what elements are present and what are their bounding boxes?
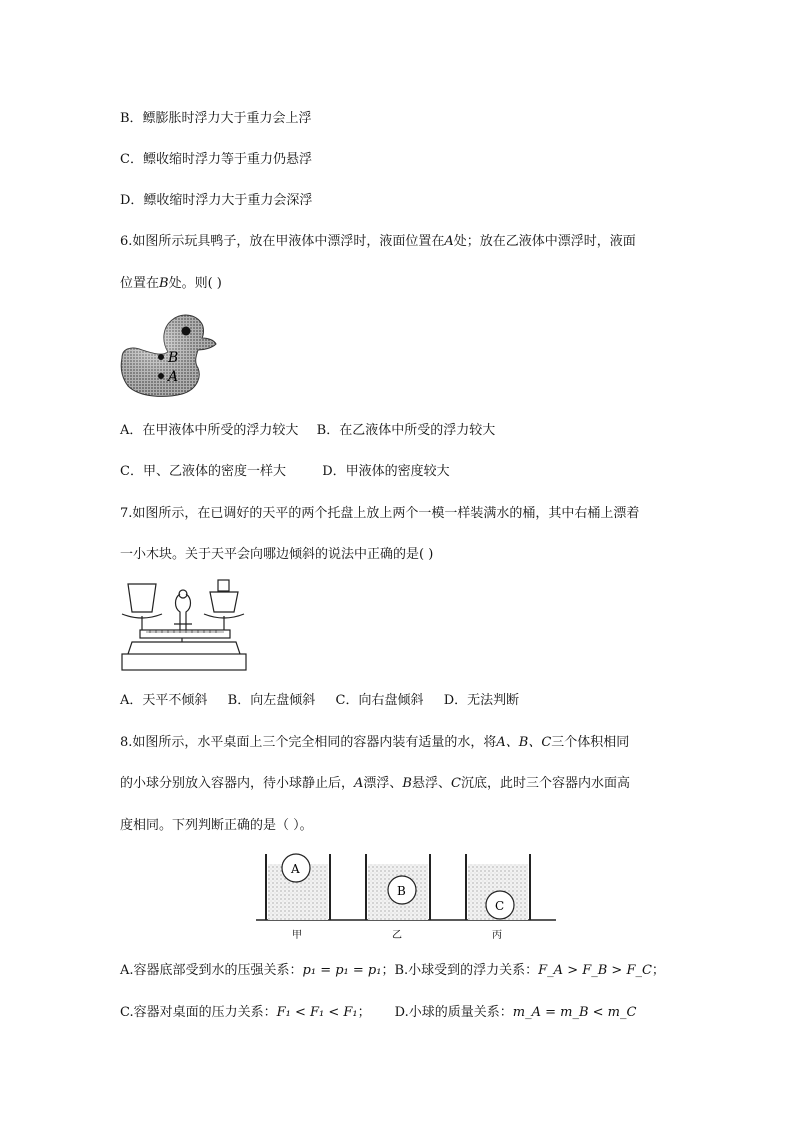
option-b-q5: B．鳔膨胀时浮力大于重力会上浮 <box>120 111 312 126</box>
toy-duck-figure <box>118 312 220 398</box>
q6-option-c: C．甲、乙液体的密度一样大 <box>120 464 286 479</box>
option-d-q5: D．鳔收缩时浮力大于重力会深浮 <box>120 193 313 208</box>
q7-option-d: D．无法判断 <box>443 693 520 708</box>
q8-option-b-math: F_A > F_B > F_C <box>538 963 652 978</box>
q8-stem-line2 <box>120 775 630 793</box>
q8-option-b-text: B.小球受到的浮力关系： <box>394 963 539 978</box>
q8-text: 8.如图所示，水平桌面上三个完全相同的容器内装有适量的水，将 <box>120 735 497 750</box>
q8-text: 漂浮、 <box>363 776 403 791</box>
marker-a-dot <box>158 373 164 379</box>
q6-stem-line1 <box>120 233 636 251</box>
ball-b-ref: B <box>402 776 412 791</box>
wood-block <box>218 580 229 591</box>
q6-text: 处；放在乙液体中漂浮时，液面 <box>453 234 636 249</box>
q7-options-row <box>120 692 519 710</box>
ball-a-ref: A <box>354 776 364 791</box>
q8-option-d-text: D.小球的质量关系： <box>394 1005 513 1020</box>
q7-option-c: C．向右盘倾斜 <box>335 693 424 708</box>
ball-b-label: B <box>397 884 406 898</box>
q8-text: 的小球分别放入容器内，待小球静止后， <box>120 776 355 791</box>
q8-stem-line3: 度相同。下列判断正确的是（ ）。 <box>120 818 313 833</box>
balance-base <box>122 654 246 670</box>
option-c-q5: C．鳔收缩时浮力等于重力仍悬浮 <box>120 152 312 167</box>
point-a-ref: A <box>444 234 454 249</box>
q6-text: 处。则( ) <box>168 276 222 291</box>
container-label-yi: 乙 <box>392 930 402 940</box>
ball-c-label: C <box>495 899 505 913</box>
duck-eye <box>182 327 191 336</box>
ball-labels-ref: A、B、C <box>496 735 552 750</box>
q7-option-a: A．天平不倾斜 <box>120 693 208 708</box>
q8-text: 沉底，此时三个容器内水面高 <box>460 776 630 791</box>
left-bucket <box>128 584 156 612</box>
q6-option-d: D．甲液体的密度较大 <box>322 464 450 479</box>
ball-c-ref: C <box>451 776 461 791</box>
separator: ； <box>651 963 665 978</box>
q7-stem-line2: 一小木块。关于天平会向哪边倾斜的说法中正确的是( ) <box>120 547 434 562</box>
ball-a-label: A <box>291 862 300 876</box>
q7-option-b: B．向左盘倾斜 <box>227 693 316 708</box>
q6-options-row1 <box>120 422 495 440</box>
q6-option-a: A．在甲液体中所受的浮力较大 <box>120 423 299 438</box>
q8-option-c-text: C.容器对桌面的压力关系： <box>120 1005 277 1020</box>
container-label-jia: 甲 <box>292 930 302 940</box>
balance-scale-figure <box>118 578 250 676</box>
q6-option-b: B．在乙液体中所受的浮力较大 <box>316 423 496 438</box>
q8-options-row2 <box>120 1004 636 1022</box>
q8-text: 悬浮、 <box>411 776 451 791</box>
q8-options-row1 <box>120 962 665 980</box>
q8-option-c-math: F₁ < F₁ < F₁ <box>276 1005 358 1020</box>
marker-b-label: B <box>168 350 179 366</box>
q6-text: 位置在 <box>120 276 160 291</box>
q6-stem-line2 <box>120 275 222 293</box>
q6-options-row2 <box>120 463 450 481</box>
q8-option-d-math: m_A = m_B < m_C <box>512 1005 637 1020</box>
right-bucket <box>210 592 238 612</box>
separator: ； <box>381 963 395 978</box>
container-label-bing: 丙 <box>492 930 502 940</box>
separator: ； <box>357 1005 371 1020</box>
point-b-ref: B <box>159 276 169 291</box>
marker-a-label: A <box>168 369 179 385</box>
marker-b-dot <box>158 354 164 360</box>
q6-text: 6.如图所示玩具鸭子，放在甲液体中漂浮时，液面位置在 <box>120 234 445 249</box>
q7-stem-line1: 7.如图所示，在已调好的天平的两个托盘上放上两个一模一样装满水的桶，其中右桶上漂着 <box>120 506 640 521</box>
q8-stem-line1 <box>120 734 629 752</box>
q8-option-a-math: p₁ = p₁ = p₁ <box>302 963 382 978</box>
q8-option-a-text: A.容器底部受到水的压强关系： <box>120 963 303 978</box>
q8-text: 三个体积相同 <box>551 735 630 750</box>
three-containers-figure <box>256 850 556 940</box>
